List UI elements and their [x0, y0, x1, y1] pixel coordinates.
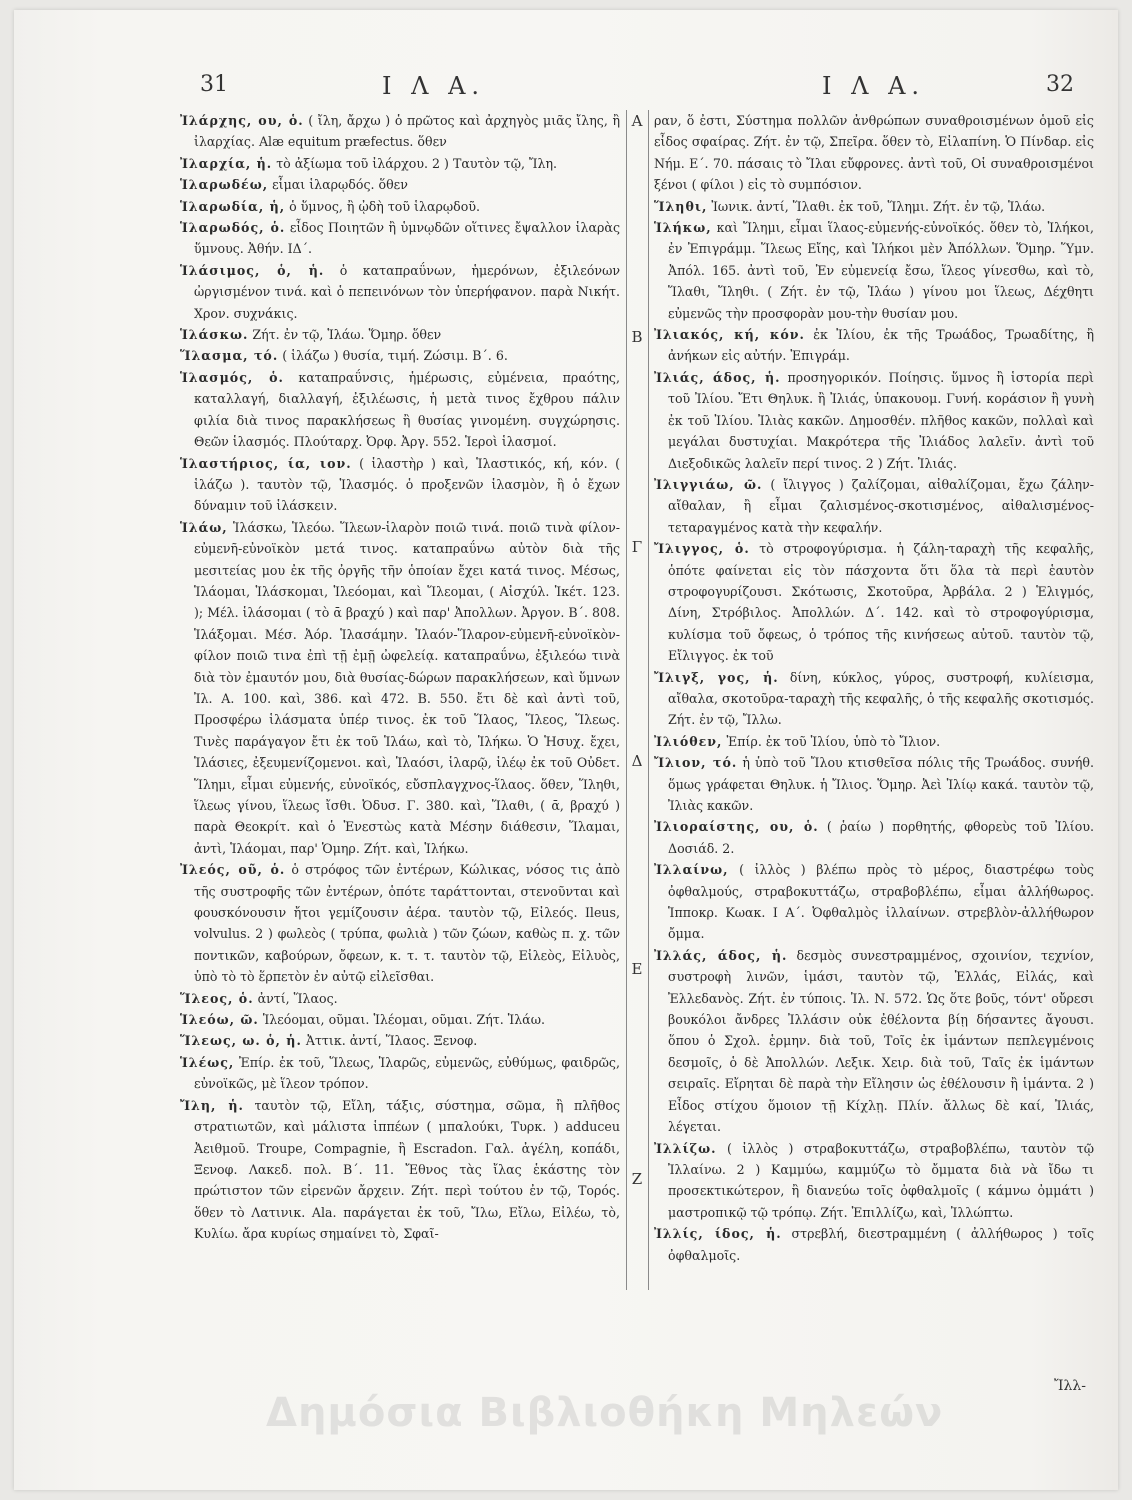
margin-letter: Ε: [631, 960, 643, 978]
dictionary-entry: [180, 859, 620, 987]
dictionary-entry: [180, 1009, 620, 1030]
entry-definition: ( ἰλλὸς ) στραβοκυττάζω, στραβοβλέπω, ταυτὸν τῷ Ἰλλαίνω. 2 ) Καμμύω, καμμύζω τὸ ὄμματα διὰ νὰ ἴδω τι προσεκτικώτερον, ἢ διανεύω τοῖς ὀφθαλμοῖς ( κάμνω ὀμμάτι ) μαστροπικῷ τῷ τρόπῳ. Ζήτ. Ἐπιλλίζω, καὶ, Ἰλλώπτω.: [668, 1140, 1094, 1220]
dictionary-entry: [654, 474, 1094, 538]
dictionary-entry: [180, 1095, 620, 1245]
dictionary-entry: [180, 196, 620, 217]
column-rule-left: [626, 110, 627, 1290]
entry-headword: Ἱλαρωδέω,: [180, 177, 269, 193]
dictionary-entry: [180, 260, 620, 324]
catchword: Ἴλλ-: [1054, 1378, 1086, 1394]
dictionary-entry: [180, 345, 620, 366]
left-running-head: Ι Λ Α.: [382, 72, 486, 100]
entry-definition: καταπραΰνσις, ἡμέρωσις, εὐμένεια, πραότης, καταλλαγή, διαλλαγή, ἐξιλέωσις, ἡ μετὰ τινος ἔχθρου πάλιν φιλία διὰ τινος παρακλήσεως ἢ θυσίας γινομένη. συγχώρησις. Θεῶν ἱλασμός. Πλούταρχ. Ὀρφ. Ἀργ. 552. Ἱεροὶ ἱλασμοί.: [194, 369, 620, 450]
entry-headword: Ἵλεος, ὁ.: [180, 990, 254, 1006]
entry-headword: Ἰλιόθεν,: [654, 733, 723, 749]
dictionary-entry: [654, 538, 1094, 666]
entry-headword: Ἱλασμός, ὁ.: [180, 369, 284, 385]
entry-definition: Ἱλεόομαι, οῦμαι. Ἱλέομαι, οῦμαι. Ζήτ. Ἱλάω.: [262, 1012, 545, 1028]
dictionary-page: [14, 10, 1118, 1490]
entry-headword: Ἰλάρχης, ου, ὁ.: [180, 113, 304, 128]
margin-letter: Γ: [631, 538, 643, 556]
entry-definition: τὸ στροφογύρισμα. ἡ ζάλη-ταραχὴ τῆς κεφαλῆς, ὁπότε φαίνεται εἰς τὸν πάσχοντα ὅτι ὅλα τὰ περὶ ἑαυτὸν στροφογυρίζουσι. Σκότωσις, Σκοτοῦρα, Ἀρβάλα. 2 ) Ἑλιγμός, Δίνη, Στρόβιλος. Ἀπολλών. Δ΄. 142. καὶ τὸ στροφογύρισμα, κυλίσμα τοῦ ὄφεως, ὁ τρόπος τῆς κινήσεως αὐτοῦ. ταυτὸν τῷ, Εἴλιγγος. ἐκ τοῦ: [668, 541, 1094, 664]
dictionary-entry: [180, 217, 620, 260]
entry-definition: στρεβλή, διεστραμμένη ( ἀλλήθωρος ) τοῖς ὀφθαλμοῖς.: [668, 1226, 1094, 1263]
dictionary-entry: [180, 453, 620, 517]
dictionary-entry: [654, 816, 1094, 859]
entry-definition: δίνη, κύκλος, γύρος, συστροφή, κυλίεισμα, αἴθαλα, σκοτοῦρα-ταραχὴ τῆς κεφαλῆς, ὁ τῆς κεφαλῆς σκοτισμός. Ζήτ. ἐν τῷ, Ἴλλω.: [668, 669, 1094, 728]
entry-headword: Ἱλάσκω.: [180, 327, 249, 343]
dictionary-entry: [654, 859, 1094, 945]
entry-definition: ( ἱλάζω ) θυσία, τιμή. Ζώσιμ. Β΄. 6.: [282, 348, 508, 364]
entry-definition: Ἐπίρ. ἐκ τοῦ, Ἵλεως, Ἱλαρῶς, εὐμενῶς, εὐθύμως, φαιδρῶς, εὐνοϊκῶς, μὲ ἵλεον τρόπον.: [194, 1054, 620, 1092]
entry-definition: ταυτὸν τῷ, Εἴλη, τάξις, σύστημα, σῶμα, ἢ πλῆθος στρατιωτῶν, καὶ μάλιστα ἱππέων ( μπαλούκι, Τυρκ. ) adduceu Ἀειθμοῦ. Troupe, Compagnie, ἢ Escradon. Γαλ. ἀγέλη, κοπάδι, Ξενοφ. Λακεδ. πολ. Β΄. 11. Ἔθνος τὰς ἴλας ἑκάστης τὸν πρώτιστον τῶν εἰρενῶν ἄρχειν. Ζήτ. περὶ τούτου ἐν τῷ, Τορός. ὅθεν τὸ Λατινικ. Ala. παράγεται ἐκ τοῦ, Ἴλω, Εἴλω, Εἰλέω, τὸ, Κυλίω. ἄρα κυρίως σημαίνει τὸ, Σφαῖ-: [194, 1097, 620, 1242]
entry-definition: καὶ Ἵλημι, εἶμαι ἵλαος-εὐμενής-εὐνοϊκός. ὅθεν τὸ, Ἱλήκοι, ἐν Ἐπιγράμμ. Ἵλεως Εἴης, καὶ Ἱλήκοι μὲν Ἀπόλλων. Ὅμηρ. Ὕμν. Ἀπόλ. 165. ἀντὶ τοῦ, Ἐν εὐμενείᾳ ἔσω, ἵλεος γίνεσθω, καὶ τὸ, Ἵλαθι, Ἵληθι. ( Ζήτ. ἐν τῷ, Ἱλάω ) γίνου μοι ἵλεως, Δέχθητι εὐμενῶς τὴν προσφορὰν μου-τὴν θυσίαν μου.: [668, 220, 1094, 321]
entry-definition: προσηγορικόν. Ποίησις. ὕμνος ἢ ἱστορία περὶ τοῦ Ἰλίου. Ἔτι Θηλυκ. ἢ Ἰλιάς, ὑπακουομ. Γυνή. κοράσιον ἢ γυνὴ ἐκ τοῦ Ἰλίου. Ἰλιὰς κακῶν. Δημοσθέν. πλῆθος κακῶν, πολλαὶ καὶ μεγάλαι δυστυχίαι. Μακρότερα τῆς Ἰλιάδος λαλεῖν. ἀντὶ τοῦ Διεξοδικῶς λαλεῖν περί τινος. 2 ) Ζήτ. Ἰλιάς.: [668, 369, 1094, 471]
entry-headword: Ἱλεόω, ῶ.: [180, 1012, 259, 1028]
column-rule-right: [648, 110, 649, 1290]
dictionary-entry: [654, 196, 1094, 217]
dictionary-entry: [180, 1030, 620, 1051]
left-page-number: 31: [200, 72, 228, 97]
entry-headword: Ἰλλίζω.: [654, 1140, 717, 1156]
entry-headword: Ἰλιακός, κή, κόν.: [654, 327, 805, 343]
dictionary-entry: [654, 217, 1094, 324]
entry-definition: εἶδος Ποιητῶν ἢ ὑμνῳδῶν οἵτινες ἔψαλλον ἱλαρὰς ὕμνους. Ἀθήν. ΙΔ΄.: [194, 220, 620, 257]
right-page-number: 32: [1046, 72, 1074, 97]
margin-letter: Β: [631, 328, 643, 346]
right-column: [654, 110, 1094, 1266]
entry-definition: ὁ καταπραΰνων, ἡμερόνων, ἐξιλεόνων ὠργισμένον τινά. καὶ ὁ πεπεινόνων τὸν ὑπερήφανον. παρὰ Νικήτ. Χρον. συχνάκις.: [194, 262, 620, 321]
entry-headword: Ἴλιγγος, ὁ.: [654, 541, 750, 557]
dictionary-entry: [654, 110, 1094, 196]
entry-definition: ὁ στρόφος τῶν ἐντέρων, Κώλικας, νόσος τις ἀπὸ τῆς συστροφῆς τῶν ἐντέρων, ὁπότε ταράττονται, στενοῦνται καὶ φουσκόνουσιν ἤτοι γεμίζουσιν ἀέρα. ταυτὸν τῷ, Εἰλεός. Ileus, volvulus. 2 ) φωλεὸς ( τρύπα, φωλιὰ ) τῶν ζώων, καθὼς π. χ. τῶν ποντικῶν, καβούρων, ὄφεων, κ. τ. τ. ταυτὸν τῷ, Εἰλεὸς, Εἰλυὸς, ὑπὸ τὸ τὸ ἕρπετὸν ἐν αὐτῷ εἰλεῖσθαι.: [194, 862, 620, 985]
dictionary-entry: [654, 731, 1094, 752]
margin-letter: Α: [631, 112, 643, 130]
entry-headword: Ἱλήκω,: [654, 220, 712, 236]
entry-definition: ( ἴλη, ἄρχω ) ὁ πρῶτος καὶ ἀρχηγὸς μιᾶς ἴλης, ἢ ἰλαρχίας. Alæ equitum præfectus. ὅθεν: [194, 113, 620, 150]
left-column: [180, 110, 620, 1245]
right-running-head: Ι Λ Α.: [822, 72, 926, 100]
dictionary-entry: [654, 945, 1094, 1138]
entry-headword: Ἱλαρωδία, ἡ,: [180, 198, 286, 214]
entry-definition: ( ἱλαστὴρ ) καὶ, Ἱλαστικός, κή, κόν. ( ἱλάζω ). ταυτὸν τῷ, Ἱλασμός. ὁ προξενῶν ἱλασμὸν, ἢ ὁ ἔχων δύναμιν τοῦ ἱλάσκειν.: [194, 455, 620, 514]
entry-definition: ἐκ Ἰλίου, ἐκ τῆς Τρωάδος, Τρωαδίτης, ἢ ἀνήκων εἰς αὐτήν. Ἐπιγράμ.: [668, 327, 1095, 364]
dictionary-entry: [654, 752, 1094, 816]
entry-headword: Ἱλάσιμος, ὁ, ἡ.: [180, 262, 325, 278]
entry-headword: Ἱλαρωδός, ὁ.: [180, 220, 286, 236]
entry-headword: Ἵλασμα, τό.: [180, 348, 279, 364]
entry-definition: Ζήτ. ἐν τῷ, Ἱλάω. Ὅμηρ. ὅθεν: [252, 327, 442, 343]
entry-headword: Ἰλιάς, άδος, ἡ.: [654, 369, 781, 385]
dictionary-entry: [180, 153, 620, 174]
entry-headword: Ἱλαστήριος, ία, ιον.: [180, 455, 352, 471]
entry-headword: Ἱλέως,: [180, 1054, 235, 1070]
dictionary-entry: [654, 667, 1094, 731]
dictionary-entry: [180, 367, 620, 453]
entry-definition: ( ἴλιγγος ) ζαλίζομαι, αἰθαλίζομαι, ἔχω ζάλην-αἴθαλαν, ἢ εἶμαι ζαλισμένος-σκοτισμένος, αἰθαλισμένος-τεταραγμένος κατὰ τὴν κεφαλήν.: [668, 476, 1095, 535]
entry-definition: ὁ ὕμνος, ἢ ᾠδὴ τοῦ ἱλαρῳδοῦ.: [289, 198, 480, 214]
entry-headword: Ἰλαρχία, ἡ.: [180, 155, 273, 171]
entry-definition: ραν, ὅ ἐστι, Σύστημα πολλῶν ἀνθρώπων συναθροισμένων ὁμοῦ εἰς εἶδος σφαίρας. Ζήτ. ἐν τῷ, Σπεῖρα. ὅθεν τὸ, Εἰλαπίνη. Ὁ Πίνδαρ. εἰς Νήμ. Ε΄. 70. πάσαις τὸ Ἴλαι εὔφρονες. ἀντὶ τοῦ, Οἱ συναθροισμένοι ξένοι ( φίλοι ) εἰς τὸ συμπόσιον.: [654, 113, 1094, 193]
entry-definition: Ἀττικ. ἀντί, Ἵλαος. Ξενοφ.: [305, 1033, 478, 1049]
entry-headword: Ἰλλαίνω,: [654, 862, 729, 878]
library-watermark: Δημόσια Βιβλιοθήκη Μηλεών: [266, 1390, 944, 1436]
entry-definition: ( ῥαίω ) πορθητής, φθορεὺς τοῦ Ἰλίου. Δοσιάδ. 2.: [668, 819, 1094, 856]
dictionary-entry: [654, 324, 1094, 367]
entry-definition: δεσμὸς συνεστραμμένος, σχοινίον, τεχνίον, συστροφὴ λινῶν, ἱμάσι, ταυτὸν τῷ, Ἑλλάς, Εἰλάς, καὶ Ἐλλεδανὸς. Ζήτ. ἐν τύποις. Ἰλ. Ν. 572. Ὡς ὅτε βοῦς, τόντ' οὔρεσι βουκόλοι ἄνδρες Ἰλλάσιν οὐκ ἐθέλοντα βίῃ δήσαντες ἄγουσι. ὅπου ὁ Σχολ. ἑρμην. διὰ τοῦ, Τοῖς ἐκ ἱμάντων πεπλεγμένοις δεσμοῖς, ὁ δὲ Ἀπολλών. Λεξικ. Χειρ. διὰ τοῦ, Ταῖς ἐκ ἱμάντων σειραῖς. Εἴρηται δὲ παρὰ τὴν Εἴλησιν ὡς ἐθέλουσιν ἢ ἱμάντα. 2 ) Εἶδος στίχου ὅμοιον τῇ Κίχλῃ. Πλίν. ἄλλως δὲ καί, Ἰλιάς, λέγεται.: [668, 947, 1094, 1135]
entry-headword: Ἰλεός, οῦ, ὁ.: [180, 862, 286, 878]
dictionary-entry: [654, 1223, 1094, 1266]
entry-definition: Ἱλάσκω, Ἱλεόω. Ἵλεων-ἱλαρὸν ποιῶ τινά. ποιῶ τινὰ φίλον-εὐμενῆ-εὐνοϊκὸν μετά τινος. καταπραΰνω αὐτὸν διὰ τῆς μεσιτείας μου ἐκ τῆς ὀργῆς τῆν ὁποίαν ἔχει κατά τινος. Μέσως, Ἱλάομαι, Ἱλάσκομαι, Ἱλεόομαι, καὶ Ἵλεομαι, ( Αἰσχύλ. Ἱκέτ. 123. ); Μέλ. ἱλάσομαι ( τὸ ᾱ βραχύ ) καὶ παρ' Ἀπολλων. Ἀργον. Β΄. 808. Ἱλάξομαι. Μέσ. Ἀόρ. Ἱλασάμην. Ἱλαόν-Ἵλαρον-εὐμενῆ-εὐνοϊκὸν-φίλον ποιῶ τινα ἐπὶ τῇ ἐμῇ ὠφελείᾳ. καταπραΰνω, ἐξιλεόω τινὰ διὰ τὸν ἐμαυτόν μου, διὰ θυσίας-δώρων παρακλήσεων, καὶ ὕμνων Ἰλ. Α. 100. καὶ, 386. καὶ 472. Β. 550. ἔτι δὲ καὶ ἀντὶ τοῦ, Προσφέρω ἱλάσματα ὑπέρ τινος. ἐκ τοῦ Ἵλαος, Ἵλεος, Ἵλεως. Τινὲς παράγαγον ἔτι ἐκ τοῦ Ἱλάω, καὶ τὸ, Ἱλήκω. Ὁ Ἡσυχ. ἔχει, Ἱλάσιες, ἐξευμενίζομενοι. καὶ, Ἱλαόσι, ἱλαρῷ, ἱλέῳ ἐκ τοῦ Οὐδετ. Ἵλημι, εἶμαι εὐμενής, εὐνοϊκός, εὔσπλαγχνος-ἵλαος. ὅθεν, Ἵληθι, ἵλεως γίνου, ἵλεως ἴσθι. Ὀδυσ. Γ. 380. καὶ, Ἵλαθι, ( ᾱ, βραχύ ) παρὰ Θεοκρίτ. καὶ ὁ Ἐνεστὼς κατὰ Μέσην διάθεσιν, Ἵλαμαι, ἀντὶ, Ἱλάομαι, παρ' Ὁμηρ. Ζήτ. καὶ, Ἱλήκω.: [194, 519, 620, 856]
margin-letter: Ζ: [631, 1170, 643, 1188]
entry-headword: Ἰλλάς, άδος, ἡ.: [654, 947, 788, 963]
entry-definition: ἀντί, Ἵλαος.: [257, 990, 338, 1006]
entry-definition: ἡ ὑπὸ τοῦ Ἴλου κτισθεῖσα πόλις τῆς Τρωάδος. συνήθ. ὅμως γράφεται Θηλυκ. ἡ Ἴλιος. Ὅμηρ. Ἀεὶ Ἰλίῳ κακά. ταυτὸν τῷ, Ἰλιὰς κακῶν.: [668, 755, 1094, 813]
entry-headword: Ἴλιγξ, γος, ἡ.: [654, 669, 779, 685]
dictionary-entry: [654, 367, 1094, 474]
entry-headword: Ἴλιον, τό.: [654, 755, 738, 771]
dictionary-entry: [180, 110, 620, 153]
dictionary-entry: [180, 517, 620, 860]
dictionary-entry: [654, 1138, 1094, 1224]
entry-headword: Ἰλλίς, ίδος, ἡ.: [654, 1226, 782, 1242]
entry-definition: Ἐπίρ. ἐκ τοῦ Ἰλίου, ὑπὸ τὸ Ἴλιον.: [726, 733, 941, 749]
dictionary-entry: [180, 988, 620, 1009]
entry-headword: Ἵλεως, ω. ὁ, ἡ.: [180, 1033, 302, 1049]
entry-definition: εἶμαι ἱλαρῳδός. ὅθεν: [272, 177, 408, 193]
entry-headword: Ἰλιγγιάω, ῶ.: [654, 476, 763, 492]
entry-definition: Ἰωνικ. ἀντί, Ἵλαθι. ἐκ τοῦ, Ἵλημι. Ζήτ. ἐν τῷ, Ἱλάω.: [711, 198, 1046, 214]
dictionary-entry: [180, 324, 620, 345]
margin-letter: Δ: [631, 752, 643, 770]
entry-headword: Ἴλη, ἡ.: [180, 1097, 244, 1113]
entry-headword: Ἱλάω,: [180, 519, 228, 535]
entry-definition: τὸ ἀξίωμα τοῦ ἰλάρχου. 2 ) Ταυτὸν τῷ, Ἴλη.: [276, 155, 558, 171]
dictionary-entry: [180, 174, 620, 195]
entry-headword: Ἵληθι,: [654, 198, 708, 214]
entry-definition: ( ἰλλὸς ) βλέπω πρὸς τὸ μέρος, διαστρέφω τοὺς ὀφθαλμούς, στραβοκυττάζω, στραβοβλέπω, εἶμαι ἀλλήθωρος. Ἱπποκρ. Κωακ. Ι Α΄. Ὀφθαλμὸς ἰλλαίνων. στρεβλὸν-ἀλλήθωρον ὄμμα.: [668, 862, 1094, 942]
entry-headword: Ἰλιοραίστης, ου, ὁ.: [654, 819, 819, 835]
dictionary-entry: [180, 1052, 620, 1095]
